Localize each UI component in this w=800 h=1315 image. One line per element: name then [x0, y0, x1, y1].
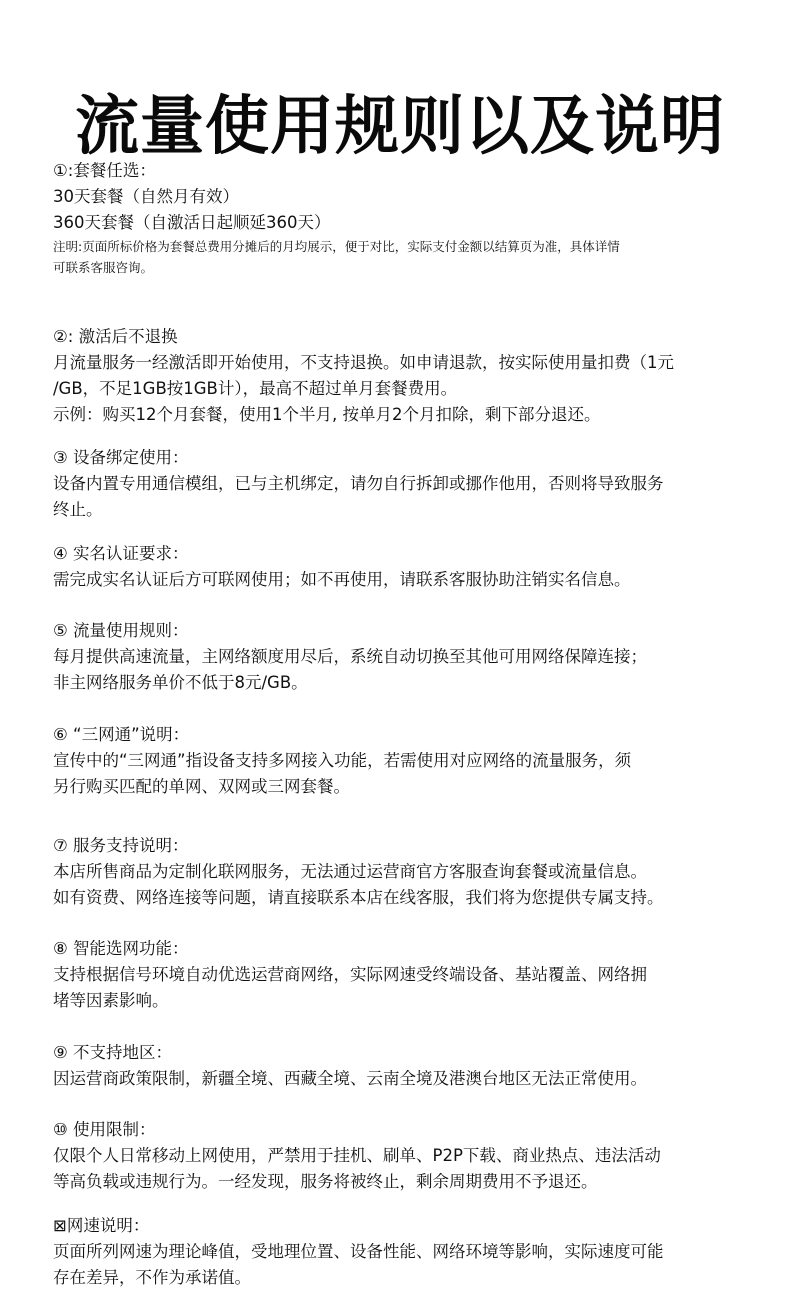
section-line: 30天套餐（自然月有效）	[53, 187, 239, 206]
page-title: 流量使用规则以及说明	[75, 89, 725, 164]
section-heading: ⑩ 使用限制：	[53, 1120, 156, 1139]
section-line: 另行购买匹配的单网、双网或三网套餐。	[53, 777, 350, 796]
section-line: 月流量服务一经激活即开始使用，不支持退换。如申请退款，按实际使用量扣费（1元	[53, 353, 674, 372]
section-heading: ⑥ “三网通”说明：	[53, 725, 190, 744]
section-line: 仅限个人日常移动上网使用，严禁用于挂机、刷单、P2P下载、商业热点、违法活动	[53, 1146, 661, 1165]
section-line: 宣传中的“三网通”指设备支持多网接入功能，若需使用对应网络的流量服务，须	[53, 751, 632, 770]
section-three-networks	[53, 722, 783, 800]
section-line: 本店所售商品为定制化联网服务，无法通过运营商官方客服查询套餐或流量信息。	[53, 862, 647, 881]
section-usage-rules	[53, 618, 783, 696]
section-no-return	[53, 324, 783, 428]
section-line: 堵等因素影响。	[53, 991, 169, 1010]
section-line: 终止。	[53, 500, 103, 519]
section-line: 等高负载或违规行为。一经发现，服务将被终止，剩余周期费用不予退还。	[53, 1172, 598, 1191]
section-line: /GB，不足1GB按1GB计），最高不超过单月套餐费用。	[53, 379, 458, 398]
section-line: 需完成实名认证后方可联网使用；如不再使用，请联系客服协助注销实名信息。	[53, 570, 631, 589]
section-real-name	[53, 541, 783, 593]
section-note: 注明:页面所标价格为套餐总费用分摊后的月均展示，便于对比，实际支付金额以结算页为准，具体详情	[53, 239, 620, 254]
section-heading: ⊠网速说明：	[53, 1216, 150, 1235]
section-heading: ⑦ 服务支持说明：	[53, 836, 189, 855]
section-service-support	[53, 833, 783, 911]
section-heading: ①:套餐任选：	[53, 161, 156, 180]
section-line: 360天套餐（自激活日起顺延360天）	[53, 213, 331, 232]
section-note: 可联系客服咨询。	[53, 260, 154, 275]
section-speed-note	[53, 1213, 783, 1291]
section-plan-options	[53, 158, 783, 278]
section-line: 设备内置专用通信模组，已与主机绑定，请勿自行拆卸或挪作他用，否则将导致服务	[53, 474, 664, 493]
section-line: 因运营商政策限制，新疆全境、西藏全境、云南全境及港澳台地区无法正常使用。	[53, 1069, 647, 1088]
section-heading: ④ 实名认证要求：	[53, 544, 189, 563]
section-line: 每月提供高速流量，主网络额度用尽后，系统自动切换至其他可用网络保障连接；	[53, 647, 647, 666]
section-line: 非主网络服务单价不低于8元/GB。	[53, 673, 308, 692]
section-line: 如有资费、网络连接等问题，请直接联系本店在线客服，我们将为您提供专属支持。	[53, 888, 664, 907]
section-line: 支持根据信号环境自动优选运营商网络，实际网速受终端设备、基站覆盖、网络拥	[53, 965, 647, 984]
section-heading: ⑧ 智能选网功能：	[53, 939, 189, 958]
section-heading: ⑨ 不支持地区：	[53, 1043, 173, 1062]
section-line: 存在差异，不作为承诺值。	[53, 1268, 251, 1287]
section-line: 示例：购买12个月套餐，使用1个半月, 按单月2个月扣除，剩下部分退还。	[53, 405, 601, 424]
section-heading: ⑤ 流量使用规则：	[53, 621, 189, 640]
section-smart-network	[53, 936, 783, 1014]
section-unsupported-regions	[53, 1040, 783, 1092]
section-line: 页面所列网速为理论峰值，受地理位置、设备性能、网络环境等影响，实际速度可能	[53, 1242, 664, 1261]
section-device-binding	[53, 445, 783, 523]
section-heading: ②: 激活后不退换	[53, 327, 178, 346]
section-heading: ③ 设备绑定使用：	[53, 448, 189, 467]
section-usage-limits	[53, 1117, 783, 1195]
